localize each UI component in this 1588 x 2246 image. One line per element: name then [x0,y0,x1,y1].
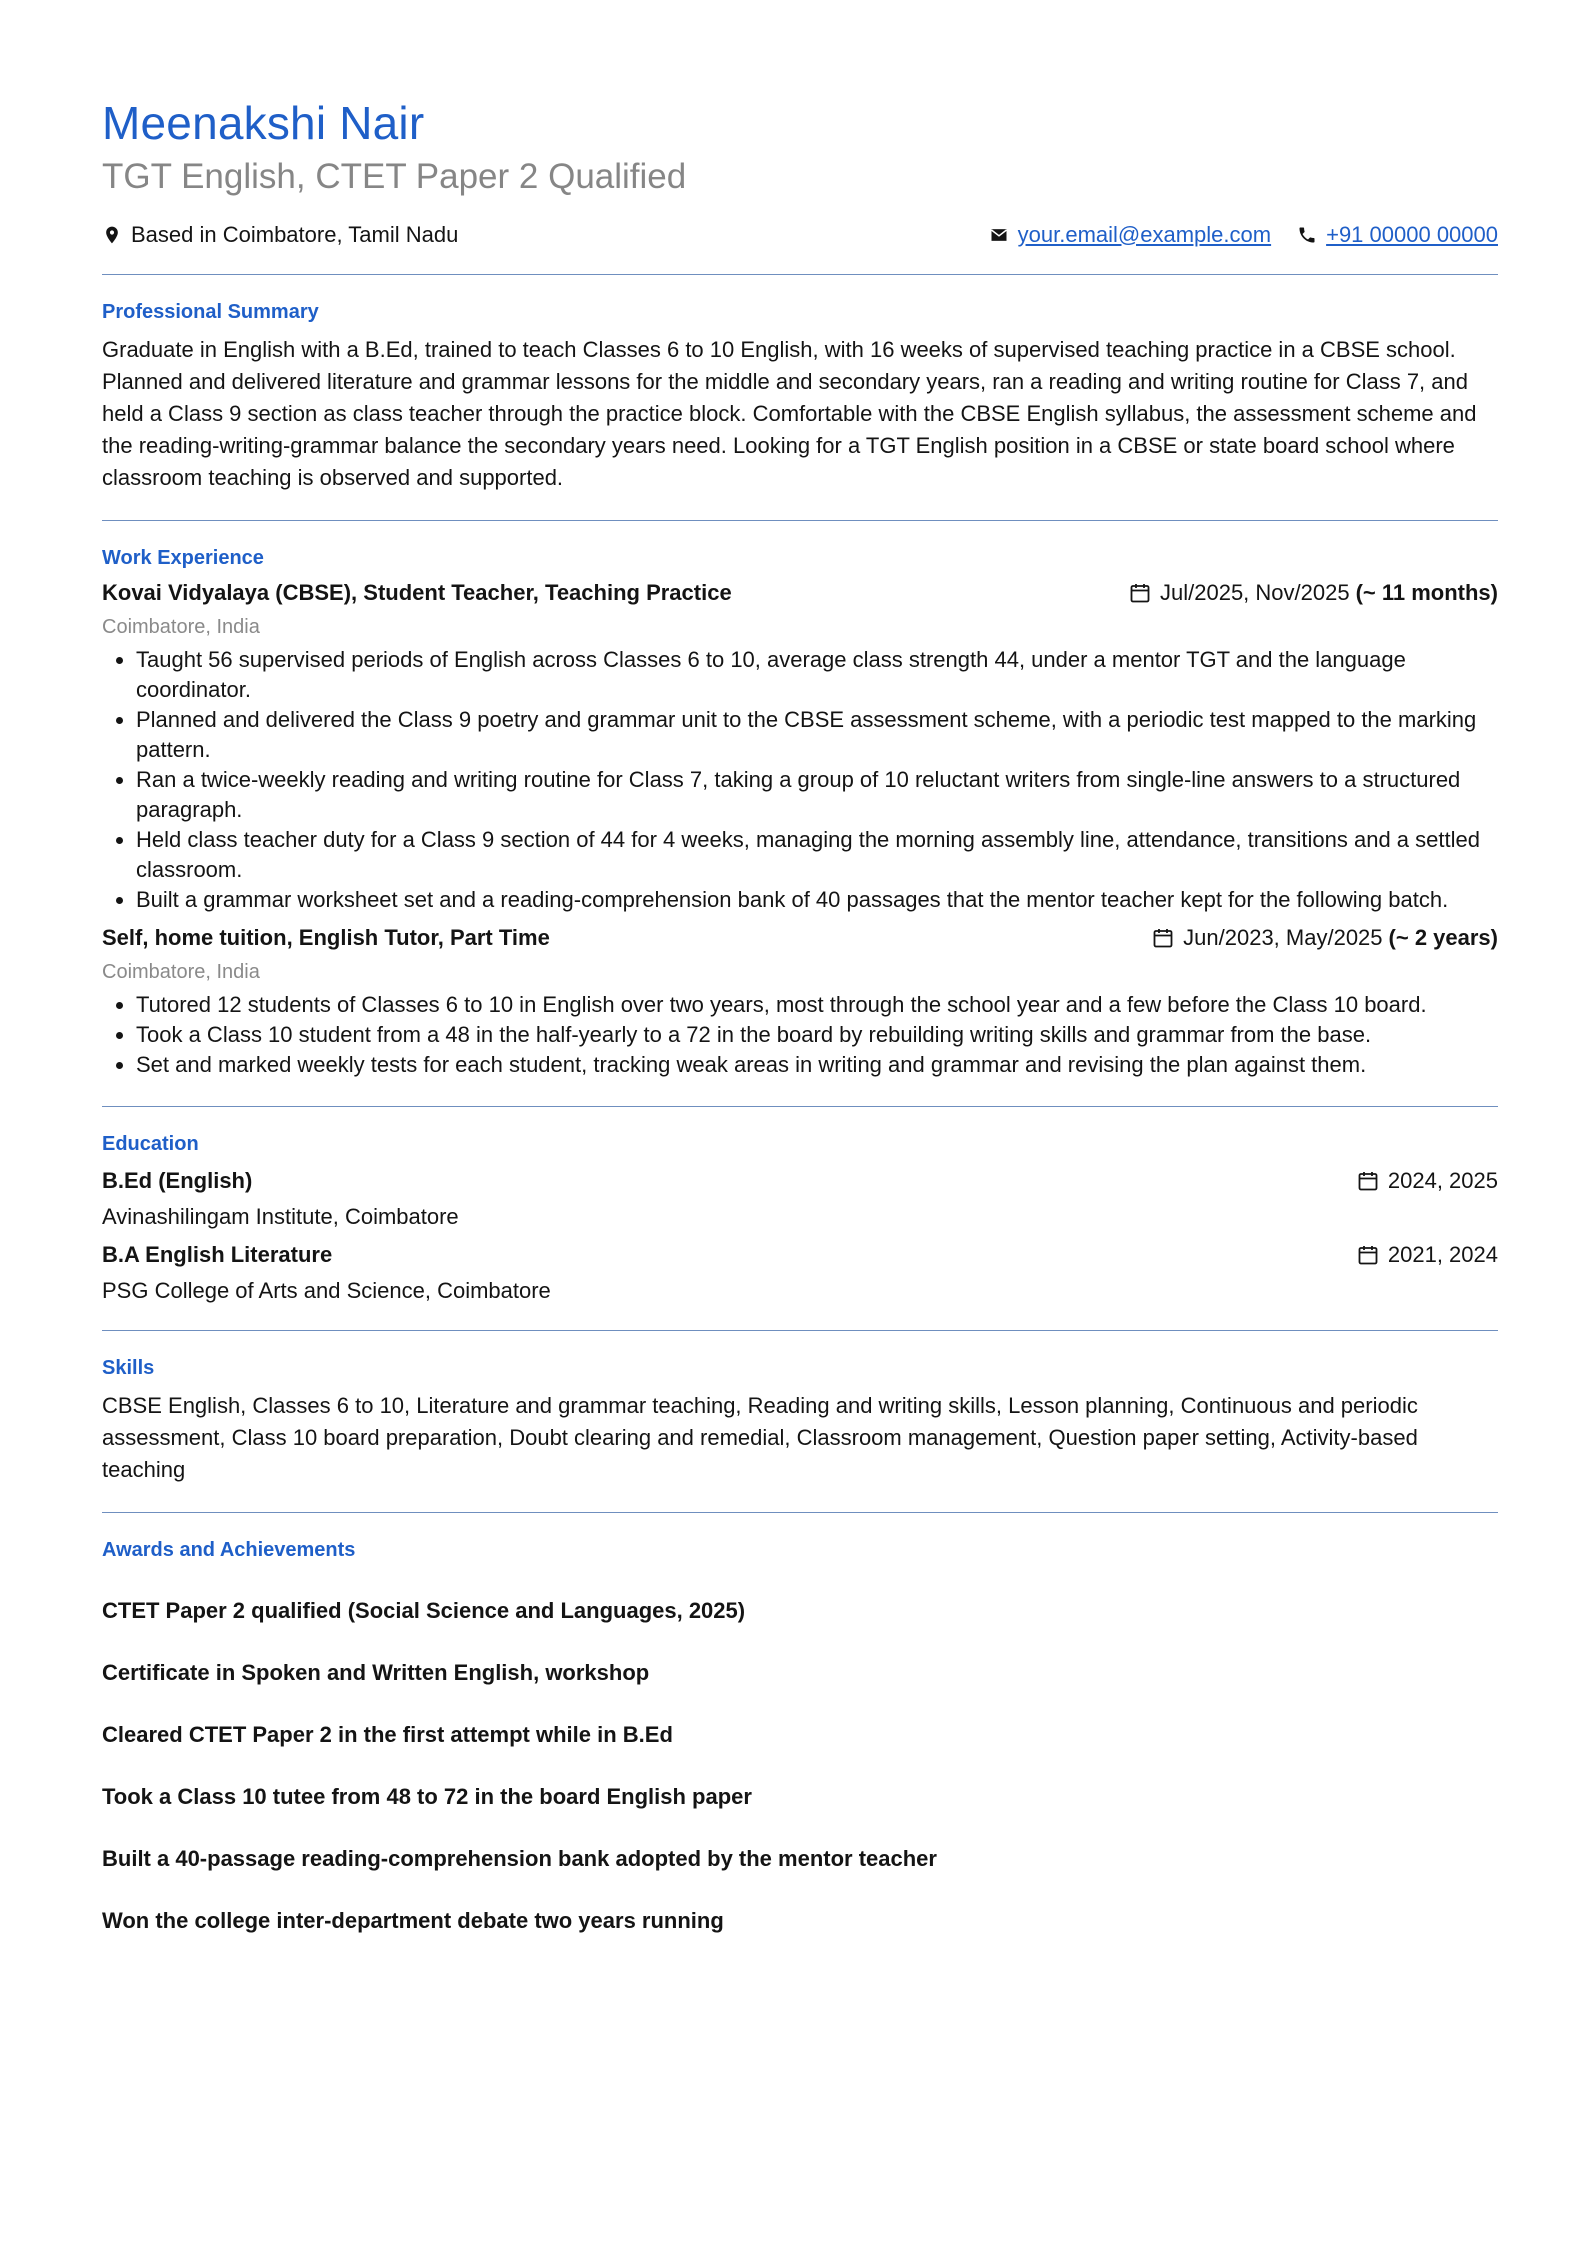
education-degree: B.A English Literature [102,1241,333,1267]
calendar-icon [1151,926,1175,950]
awards-section [102,1539,1498,1934]
education-entry [102,1242,1498,1304]
job-bullets [102,990,1498,1080]
list-item: • Held class teacher duty for a Class 9 section of 44 for 4 weeks, managing the morning assembly line, attendance, transitions and a settled classroom. [136,825,1498,885]
job-org: Self, home tuition [102,924,287,950]
list-item: • Set and marked weekly tests for each student, tracking weak areas in writing and grammar and revising the plan against them. [136,1050,1498,1080]
job-header [102,580,1498,606]
list-item: • Planned and delivered the Class 9 poetry and grammar unit to the CBSE assessment scheme, with a periodic test mapped to the marking pattern. [136,705,1498,765]
education-section [102,1133,1498,1304]
education-institution: PSG College of Arts and Science, Coimbatore [102,1277,551,1303]
summary-section [102,301,1498,494]
award-item: Certificate in Spoken and Written English, workshop [102,1659,650,1685]
divider [102,1106,1498,1107]
job-sep: , [286,924,299,950]
job-title [102,580,732,606]
job-title [102,925,550,951]
job-role: English Tutor, Part Time [298,924,550,950]
job-duration: (~ 2 years) [1388,924,1498,950]
job-entry [102,925,1498,1080]
job-header [102,925,1498,951]
job-role: Student Teacher, Teaching Practice [363,579,732,605]
education-dates [1356,1168,1498,1194]
award-item: Built a 40-passage reading-comprehension bank adopted by the mentor teacher [102,1845,937,1871]
email-item [989,222,1271,248]
job-location: Coimbatore, India [102,615,260,638]
experience-section [102,547,1498,1080]
job-org: Kovai Vidyalaya (CBSE) [102,579,352,605]
list-item: • Took a Class 10 student from a 48 in the half-yearly to a 72 in the board by rebuilding writing skills and grammar from the base. [136,1020,1498,1050]
section-heading: Skills [102,1356,155,1379]
candidate-title: TGT English, CTET Paper 2 Qualified [102,157,687,196]
section-heading: Professional Summary [102,300,319,323]
calendar-icon [1128,581,1152,605]
job-duration: (~ 11 months) [1355,579,1498,605]
education-header [102,1168,1498,1194]
calendar-icon [1356,1243,1380,1267]
map-pin-icon [102,225,122,245]
candidate-name: Meenakshi Nair [102,97,425,149]
skills-text: CBSE English, Classes 6 to 10, Literature and grammar teaching, Reading and writing skills, Lesson planning, Continuous and periodic assessment, Class 10 board preparation, Doubt clearing and remedial, Classroom management, Question paper setting, Activity-based teaching [102,1392,1418,1482]
award-item: Took a Class 10 tutee from 48 to 72 in the board English paper [102,1783,752,1809]
email-link[interactable]: your.email@example.com [1017,221,1272,247]
award-item: Cleared CTET Paper 2 in the first attempt while in B.Ed [102,1721,673,1747]
award-item: Won the college inter-department debate two years running [102,1907,724,1933]
contact-links [963,222,1498,248]
education-dates [1356,1242,1498,1268]
skills-section [102,1357,1498,1486]
education-degree: B.Ed (English) [102,1167,253,1193]
contact-row [102,222,1498,248]
list-item: • Built a grammar worksheet set and a reading-comprehension bank of 40 passages that the mentor teacher kept for the following batch. [136,885,1498,915]
list-item: • Tutored 12 students of Classes 6 to 10 in English over two years, most through the school year and a few before the Class 10 board. [136,990,1498,1020]
job-dates [1128,580,1498,606]
job-date-range: Jun/2023, May/2025 [1183,924,1383,950]
education-date-range: 2024, 2025 [1387,1167,1498,1193]
job-entry [102,580,1498,915]
job-sep: , [351,579,364,605]
education-date-range: 2021, 2024 [1387,1241,1498,1267]
list-item: • Taught 56 supervised periods of English across Classes 6 to 10, average class strength 44, under a mentor TGT and the language coordinator. [136,645,1498,705]
mail-icon [989,225,1009,245]
phone-item [1297,222,1498,248]
education-entry [102,1168,1498,1230]
divider [102,274,1498,275]
phone-link[interactable]: +91 00000 00000 [1326,221,1498,247]
job-date-range: Jul/2025, Nov/2025 [1160,579,1350,605]
location [102,222,458,248]
education-institution: Avinashilingam Institute, Coimbatore [102,1203,459,1229]
section-heading: Awards and Achievements [102,1538,356,1561]
job-dates [1151,925,1498,951]
section-heading: Work Experience [102,546,264,569]
education-header [102,1242,1498,1268]
award-item: CTET Paper 2 qualified (Social Science and Languages, 2025) [102,1597,746,1623]
divider [102,1330,1498,1331]
location-text: Based in Coimbatore, Tamil Nadu [131,221,459,247]
calendar-icon [1356,1169,1380,1193]
job-bullets [102,645,1498,915]
section-heading: Education [102,1132,199,1155]
job-location: Coimbatore, India [102,960,260,983]
list-item: • Ran a twice-weekly reading and writing routine for Class 7, taking a group of 10 reluctant writers from single-line answers to a structured paragraph. [136,765,1498,825]
divider [102,1512,1498,1513]
divider [102,520,1498,521]
phone-icon [1297,225,1317,245]
summary-text: Graduate in English with a B.Ed, trained to teach Classes 6 to 10 English, with 16 weeks of supervised teaching practice in a CBSE school. Planned and delivered literature and grammar lessons for the middle and secondary years, ran a reading and writing routine for Class 7, and held a Class 9 section as class teacher through the practice block. Comfortable with the CBSE English syllabus, the assessment scheme and the reading-writing-grammar balance the secondary years need. Looking for a TGT English position in a CBSE or state board school where classroom teaching is observed and supported. [102,336,1477,490]
